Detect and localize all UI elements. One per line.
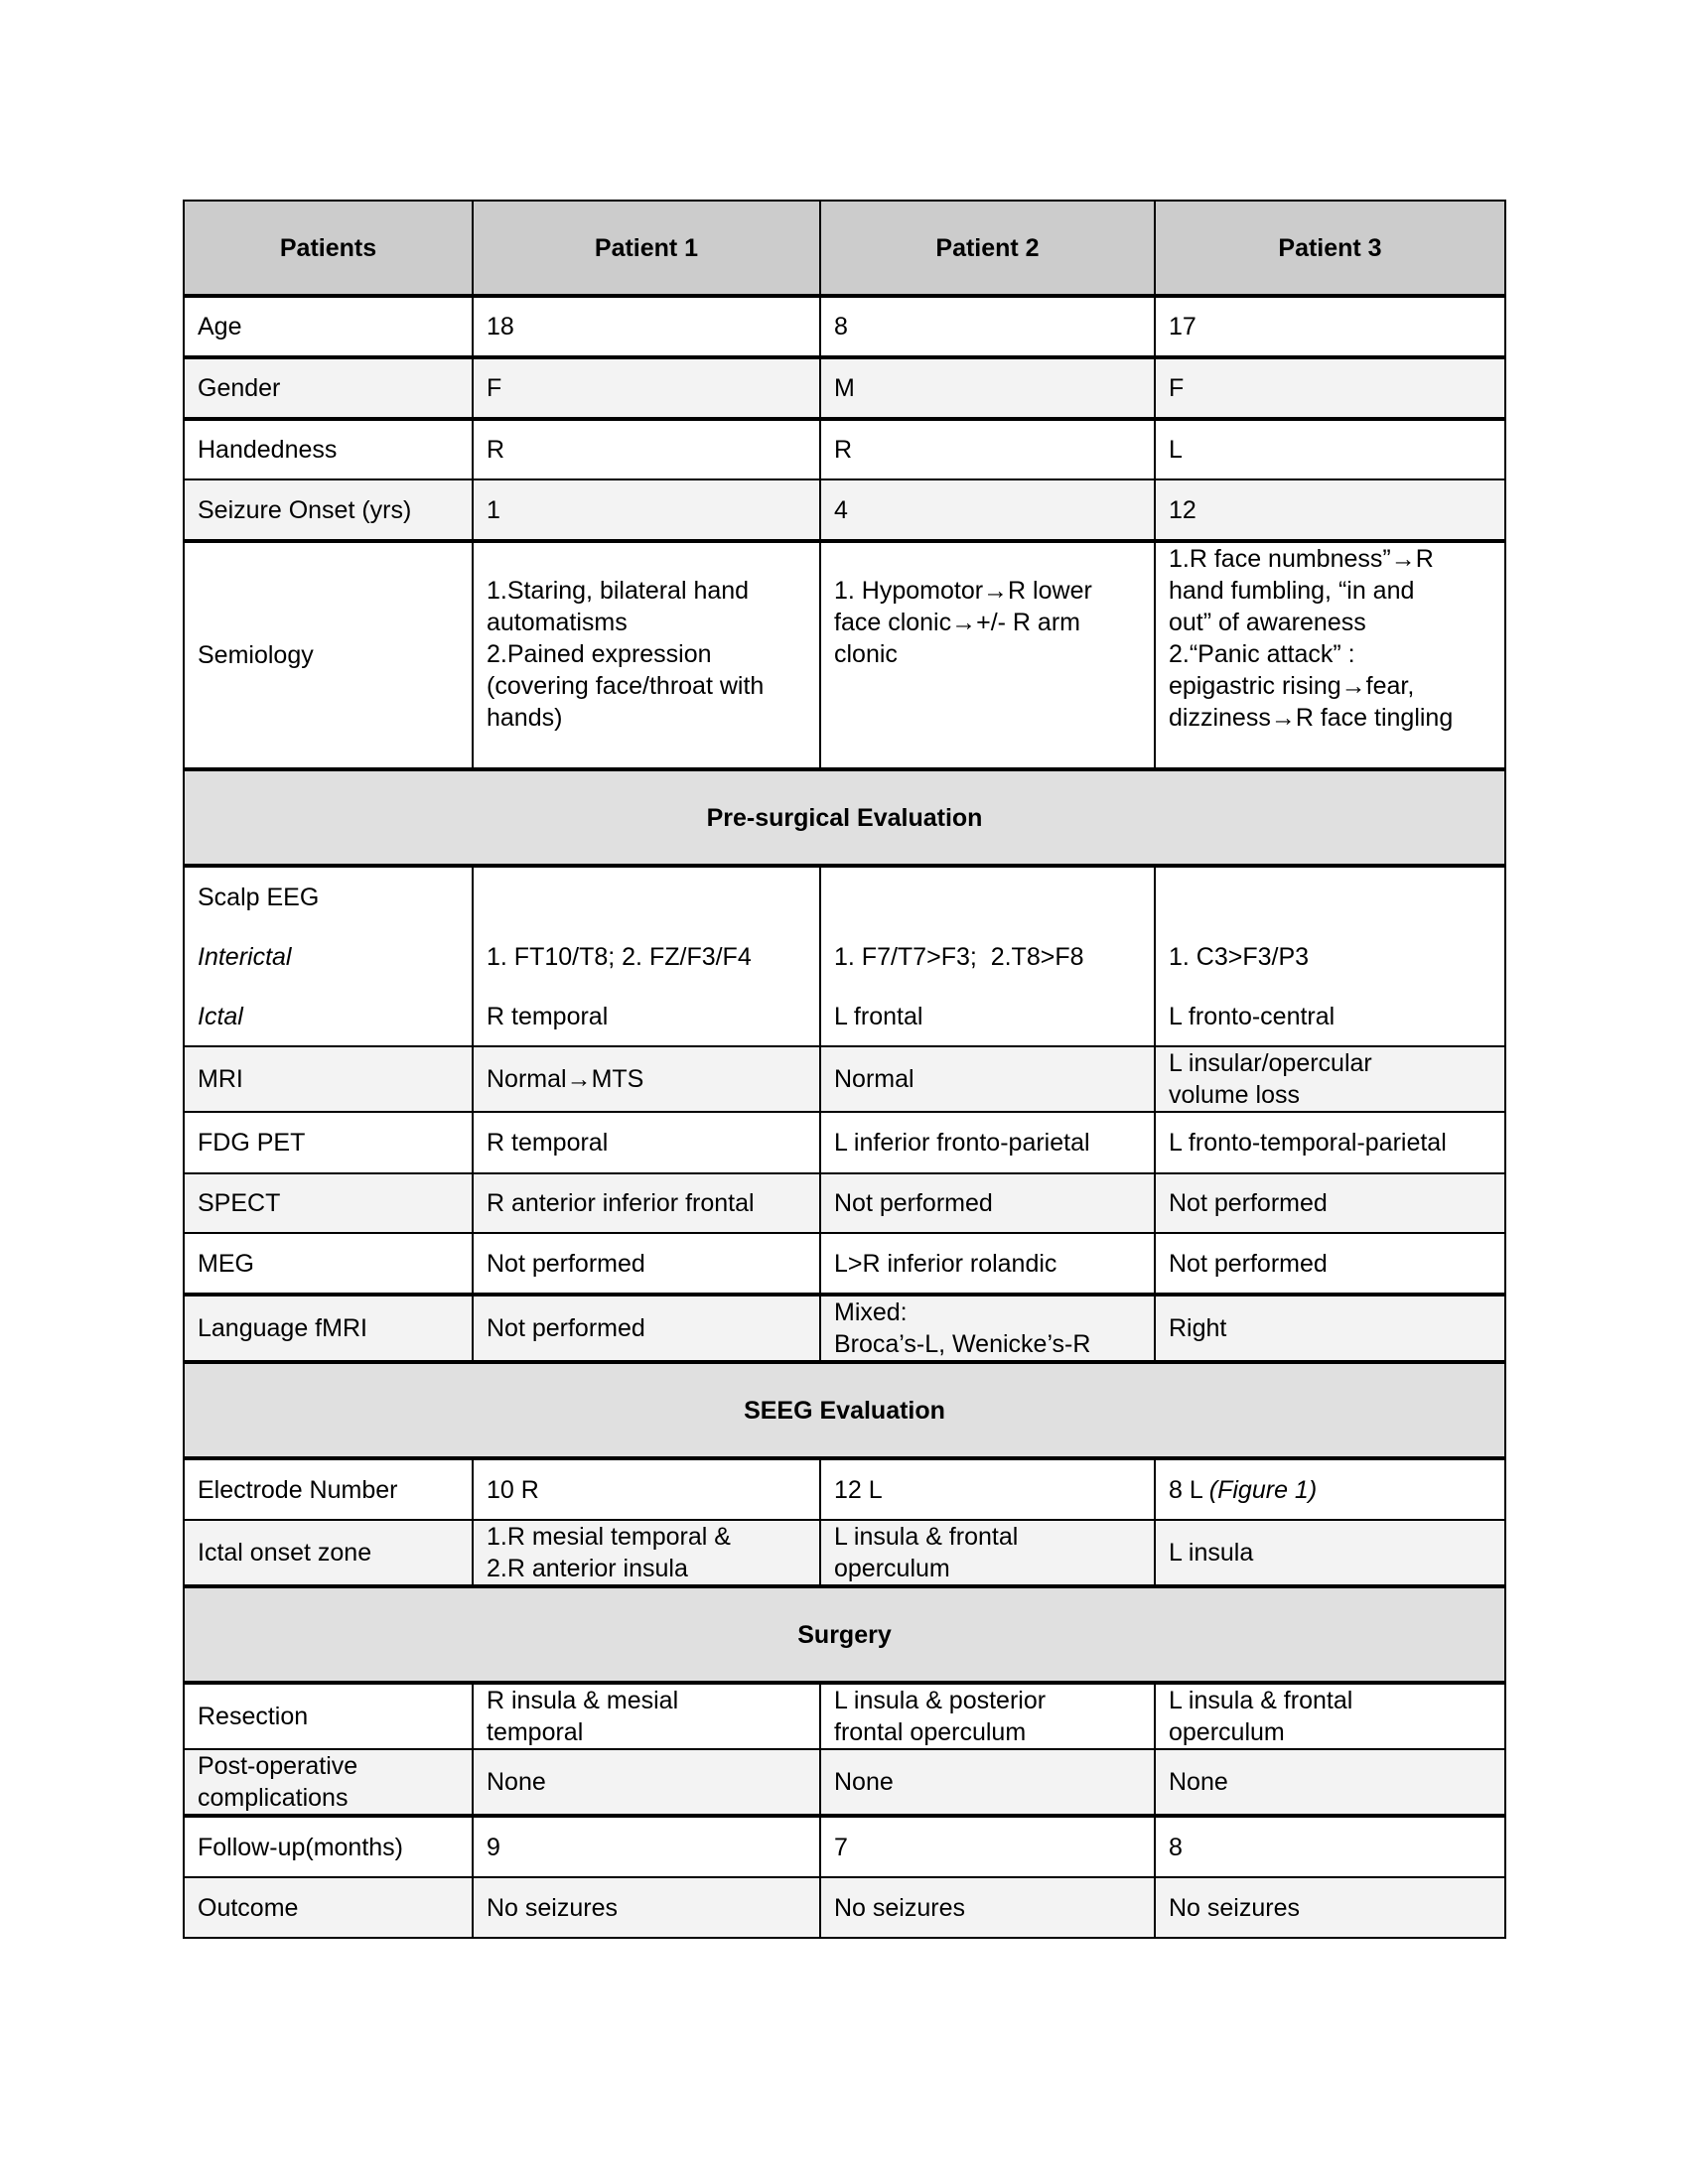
cell bbox=[1155, 866, 1505, 1046]
cell bbox=[473, 1816, 820, 1877]
table-row bbox=[184, 1046, 1505, 1112]
scalp-eeg-row bbox=[184, 866, 1505, 1046]
cell bbox=[1155, 1233, 1505, 1295]
cell-line: L fronto-temporal-parietal bbox=[1169, 1129, 1447, 1157]
cell bbox=[820, 1112, 1155, 1173]
cell-line: Broca’s-L, Wenicke’s-R bbox=[834, 1330, 1091, 1358]
cell-line: face clonic→+/- R arm bbox=[834, 609, 1080, 636]
ictal-label: Ictal bbox=[198, 1002, 243, 1030]
cell-line: Normal bbox=[834, 1065, 914, 1093]
cell-line: 2.R anterior insula bbox=[487, 1555, 688, 1582]
table-row bbox=[184, 1877, 1505, 1938]
cell bbox=[1155, 541, 1505, 769]
cell bbox=[820, 1458, 1155, 1520]
cell-line: None bbox=[1169, 1768, 1228, 1796]
cell bbox=[1155, 1683, 1505, 1749]
cell-line: Post-operative bbox=[198, 1752, 358, 1780]
cell-line: L insula & frontal bbox=[834, 1523, 1019, 1551]
cell-line: Not performed bbox=[487, 1314, 645, 1342]
row-label: Seizure Onset (yrs) bbox=[184, 479, 473, 541]
cell bbox=[473, 1458, 820, 1520]
row-label bbox=[184, 1749, 473, 1816]
cell-line: No seizures bbox=[487, 1893, 618, 1922]
header-cell: Patients bbox=[184, 201, 473, 296]
cell: 4 bbox=[820, 479, 1155, 541]
table-row bbox=[184, 1295, 1505, 1362]
table-row bbox=[184, 296, 1505, 357]
row-label: Electrode Number bbox=[184, 1458, 473, 1520]
cell-line: Not performed bbox=[1169, 1189, 1328, 1217]
cell-line: Normal→MTS bbox=[487, 1065, 644, 1093]
cell-line: Not performed bbox=[1169, 1249, 1328, 1278]
section-row-presurgical bbox=[184, 769, 1505, 866]
cell bbox=[1155, 1458, 1505, 1520]
header-row bbox=[184, 201, 1505, 296]
row-label bbox=[184, 1877, 473, 1938]
row-label bbox=[184, 1816, 473, 1877]
table-row bbox=[184, 1233, 1505, 1295]
cell bbox=[820, 1683, 1155, 1749]
cell-line: No seizures bbox=[1169, 1893, 1300, 1922]
ictal-value: L frontal bbox=[834, 1002, 923, 1030]
cell bbox=[1155, 1173, 1505, 1233]
cell-line: 1. Hypomotor→R lower bbox=[834, 577, 1092, 605]
cell bbox=[473, 1520, 820, 1586]
cell-line: hands) bbox=[487, 704, 563, 732]
cell bbox=[473, 1173, 820, 1233]
cell bbox=[473, 866, 820, 1046]
cell-line: hand fumbling, “in and bbox=[1169, 577, 1415, 605]
table-row bbox=[184, 1458, 1505, 1520]
cell-line: L>R inferior rolandic bbox=[834, 1249, 1057, 1278]
interictal-value: 1. C3>F3/P3 bbox=[1169, 942, 1310, 971]
cell-line: Mixed: bbox=[834, 1298, 908, 1326]
row-label: Language fMRI bbox=[184, 1295, 473, 1362]
cell bbox=[1155, 1112, 1505, 1173]
cell: R bbox=[820, 419, 1155, 479]
cell bbox=[820, 1173, 1155, 1233]
cell-line: automatisms bbox=[487, 609, 628, 636]
cell-line: Not performed bbox=[834, 1189, 993, 1217]
cell: 12 bbox=[1155, 479, 1505, 541]
interictal-value: 1. F7/T7>F3; 2.T8>F8 bbox=[834, 942, 1084, 971]
cell: 1 bbox=[473, 479, 820, 541]
table-row bbox=[184, 1749, 1505, 1816]
cell-line: Not performed bbox=[487, 1249, 645, 1278]
header-cell: Patient 1 bbox=[473, 201, 820, 296]
cell-line: epigastric rising→fear, bbox=[1169, 672, 1415, 700]
section-row-surgery bbox=[184, 1586, 1505, 1683]
cell: 18 bbox=[473, 296, 820, 357]
cell-line: Resection bbox=[198, 1703, 309, 1730]
cell bbox=[1155, 1046, 1505, 1112]
table-row bbox=[184, 419, 1505, 479]
row-label: Ictal onset zone bbox=[184, 1520, 473, 1586]
cell-line: 8 bbox=[1169, 1833, 1183, 1861]
cell bbox=[820, 1295, 1155, 1362]
row-label: Semiology bbox=[184, 541, 473, 769]
cell-line: L insula bbox=[1169, 1539, 1254, 1567]
cell: F bbox=[473, 357, 820, 419]
cell-line: None bbox=[487, 1768, 546, 1796]
cell-line: L insula & frontal bbox=[1169, 1687, 1353, 1714]
cell-line: Outcome bbox=[198, 1893, 299, 1922]
cell bbox=[1155, 1520, 1505, 1586]
cell: R bbox=[473, 419, 820, 479]
cell-line: L insular/opercular bbox=[1169, 1049, 1372, 1077]
cell bbox=[473, 1112, 820, 1173]
cell-line: 8 L bbox=[1169, 1475, 1202, 1504]
row-label: MRI bbox=[184, 1046, 473, 1112]
cell-line: temporal bbox=[487, 1718, 584, 1746]
section-row-seeg bbox=[184, 1362, 1505, 1458]
table-row bbox=[184, 1520, 1505, 1586]
section-title: SEEG Evaluation bbox=[184, 1362, 1505, 1458]
cell bbox=[820, 1233, 1155, 1295]
cell bbox=[820, 541, 1155, 769]
cell-line: 10 R bbox=[487, 1475, 539, 1504]
cell bbox=[473, 541, 820, 769]
table-row bbox=[184, 357, 1505, 419]
cell-line: No seizures bbox=[834, 1893, 965, 1922]
cell bbox=[1155, 1816, 1505, 1877]
cell-line: (covering face/throat with bbox=[487, 672, 765, 700]
section-title: Surgery bbox=[184, 1586, 1505, 1683]
table-row bbox=[184, 479, 1505, 541]
cell: 8 bbox=[820, 296, 1155, 357]
semiology-row bbox=[184, 541, 1505, 769]
interictal-label: Interictal bbox=[198, 942, 292, 971]
cell: L bbox=[1155, 419, 1505, 479]
interictal-value: 1. FT10/T8; 2. FZ/F3/F4 bbox=[487, 942, 752, 971]
cell-line: operculum bbox=[1169, 1718, 1285, 1746]
cell-line: 1.Staring, bilateral hand bbox=[487, 577, 750, 605]
ictal-value: L fronto-central bbox=[1169, 1002, 1336, 1030]
cell-line: L inferior fronto-parietal bbox=[834, 1129, 1090, 1157]
cell-line: R temporal bbox=[487, 1129, 609, 1157]
cell-line: clonic bbox=[834, 640, 898, 668]
cell-line: 12 L bbox=[834, 1475, 883, 1504]
table-row bbox=[184, 1816, 1505, 1877]
header-cell: Patient 2 bbox=[820, 201, 1155, 296]
cell bbox=[820, 1046, 1155, 1112]
row-label: Age bbox=[184, 296, 473, 357]
cell-line: 7 bbox=[834, 1833, 848, 1861]
cell bbox=[820, 1877, 1155, 1938]
row-label: MEG bbox=[184, 1233, 473, 1295]
cell bbox=[473, 1046, 820, 1112]
cell: F bbox=[1155, 357, 1505, 419]
cell bbox=[1155, 1749, 1505, 1816]
cell bbox=[820, 1816, 1155, 1877]
table-row bbox=[184, 1173, 1505, 1233]
cell bbox=[820, 866, 1155, 1046]
cell-line: Follow-up(months) bbox=[198, 1833, 404, 1861]
row-label: SPECT bbox=[184, 1173, 473, 1233]
cell bbox=[473, 1295, 820, 1362]
cell-line: R anterior inferior frontal bbox=[487, 1189, 755, 1217]
cell: M bbox=[820, 357, 1155, 419]
cell: 17 bbox=[1155, 296, 1505, 357]
patient-table bbox=[183, 200, 1506, 1939]
cell-line: out” of awareness bbox=[1169, 609, 1366, 636]
cell-line: 1.R face numbness”→R bbox=[1169, 545, 1434, 573]
cell bbox=[473, 1749, 820, 1816]
row-label: Gender bbox=[184, 357, 473, 419]
cell bbox=[473, 1877, 820, 1938]
cell bbox=[473, 1233, 820, 1295]
cell-line: 2.“Panic attack” : bbox=[1169, 640, 1355, 668]
header-cell: Patient 3 bbox=[1155, 201, 1505, 296]
cell-line: 2.Pained expression bbox=[487, 640, 712, 668]
row-label bbox=[184, 866, 473, 1046]
cell-line: dizziness→R face tingling bbox=[1169, 704, 1454, 732]
table-row bbox=[184, 1112, 1505, 1173]
cell-line: L insula & posterior bbox=[834, 1687, 1047, 1714]
scalp-eeg-label: Scalp EEG bbox=[198, 883, 320, 911]
cell bbox=[1155, 1877, 1505, 1938]
cell-line: 1.R mesial temporal & bbox=[487, 1523, 731, 1551]
cell-line: frontal operculum bbox=[834, 1718, 1027, 1746]
section-title: Pre-surgical Evaluation bbox=[184, 769, 1505, 866]
cell-line: Right bbox=[1169, 1314, 1227, 1342]
cell-line: None bbox=[834, 1768, 894, 1796]
row-label bbox=[184, 1683, 473, 1749]
cell-line: 9 bbox=[487, 1833, 500, 1861]
cell bbox=[820, 1749, 1155, 1816]
row-label: FDG PET bbox=[184, 1112, 473, 1173]
ictal-value: R temporal bbox=[487, 1002, 609, 1030]
row-label: Handedness bbox=[184, 419, 473, 479]
cell-line: operculum bbox=[834, 1555, 950, 1582]
cell bbox=[473, 1683, 820, 1749]
cell bbox=[820, 1520, 1155, 1586]
cell bbox=[1155, 1295, 1505, 1362]
cell-line: volume loss bbox=[1169, 1081, 1300, 1109]
figure-reference: (Figure 1) bbox=[1208, 1475, 1318, 1504]
table-row bbox=[184, 1683, 1505, 1749]
cell-line: R insula & mesial bbox=[487, 1687, 679, 1714]
cell-line: complications bbox=[198, 1784, 349, 1812]
